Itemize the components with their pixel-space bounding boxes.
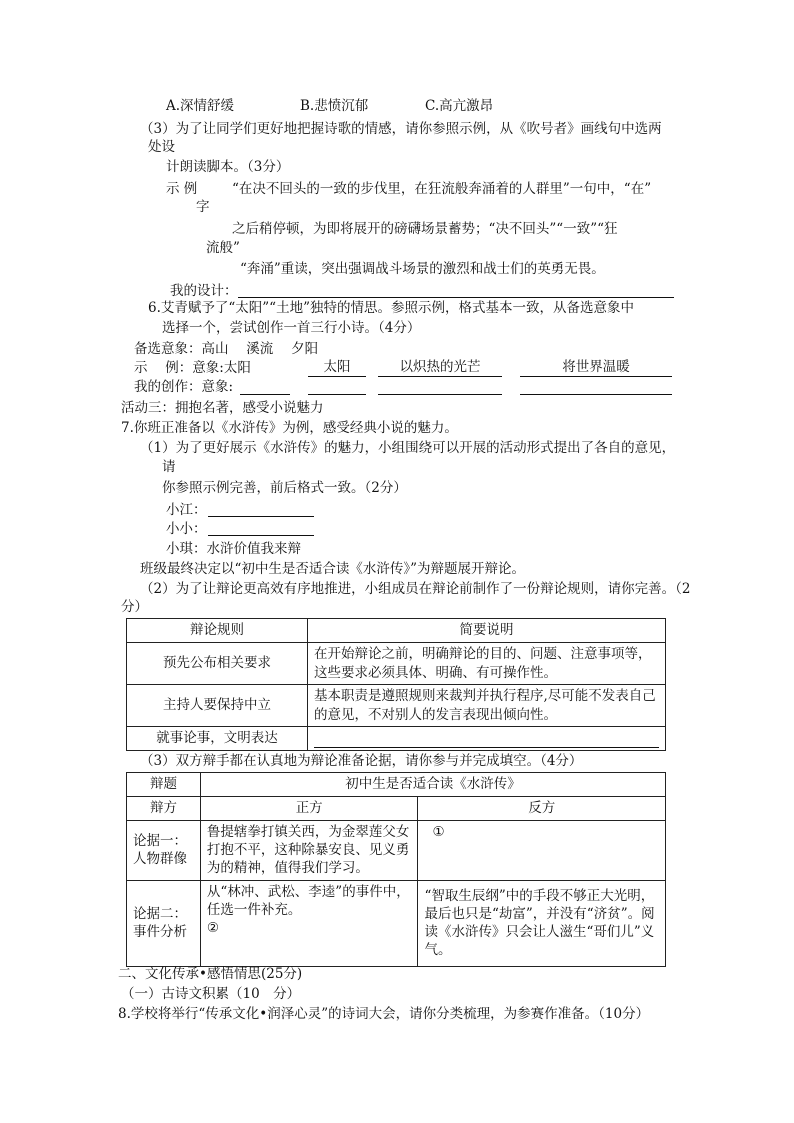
- example-line3: 之后稍停顿，为即将展开的磅礴场景蓄势；“决不回头”“一致”“狂: [232, 221, 618, 237]
- q7-sub2-line1: （2）为了让辩论更高效有序地推进，小组成员在辩论前制作了一份辩论规则，请你完善。（2: [140, 581, 691, 597]
- design-label: 我的设计：: [170, 283, 238, 299]
- q8-line: 8.学校将举行“传承文化•润泽心灵”的诗词大会，请你分类梳理，为参赛作准备。（10分）: [118, 1006, 650, 1022]
- debate-con-header: 反方: [418, 797, 666, 821]
- q7-line1: 7.你班正准备以《水浒传》为例，感受经典小说的魅力。: [121, 420, 458, 436]
- xiaoqi-line: 小琪：水浒价值我来辩: [166, 541, 301, 557]
- example-line2: 字: [196, 199, 210, 215]
- q6-mine-blank1[interactable]: [308, 393, 366, 395]
- q6-example-word1: 太阳: [308, 361, 366, 377]
- debate-arg2-pro: 从“林冲、武松、李逵”的事件中，任选一件补充。: [206, 883, 410, 918]
- xiaoxiao-blank[interactable]: [208, 534, 314, 536]
- example-line5: “奔涌”重读，突出强调战斗场景的激烈和战士们的英勇无畏。: [240, 261, 605, 277]
- design-answer-line[interactable]: [238, 296, 674, 298]
- q5-sub3-line1: （3）为了让同学们更好地把握诗歌的情感，请你参照示例，从《吹号者》画线句中选两: [140, 121, 662, 137]
- debate-topic-label: 辩题: [127, 773, 201, 797]
- q7-sub1-line3: 你参照示例完善，前后格式一致。（2分）: [162, 480, 407, 496]
- q6-mine-blank2[interactable]: [378, 393, 502, 395]
- example-label: 示 例: [166, 181, 198, 197]
- debate-side-label: 辩方: [127, 797, 201, 821]
- q7-sub2-line2: 分）: [121, 599, 148, 615]
- q7-sub3: （3）双方辩手都在认真地为辩论准备论据，请你参与并完成填空。（4分）: [140, 753, 583, 769]
- debate-arg1-pro: 鲁提辖拳打镇关西，为金翠莲父女打抱不平，这种除暴安良、见义勇为的精神，值得我们学习。: [200, 821, 418, 881]
- q6-example-word3: 将世界温暖: [520, 361, 672, 377]
- xiaoxiao-label: 小小：: [166, 521, 207, 537]
- rules-header-rule: 辩论规则: [127, 619, 308, 643]
- q6-line2: 选择一个，尝试创作一首三行小诗。（4分）: [162, 320, 421, 336]
- debate-arg2-label: 论据二：事件分析: [127, 880, 201, 966]
- xiaojiang-label: 小江：: [166, 502, 207, 518]
- rules-row3-rule: 就事论事，文明表达: [127, 727, 308, 751]
- q6-example-word2: 以炽热的光芒: [378, 361, 502, 377]
- q5-sub3-line3: 计朗读脚本。（3分）: [166, 159, 290, 175]
- xiaojiang-blank[interactable]: [208, 515, 314, 517]
- option-a: A.深情舒缓: [166, 98, 235, 114]
- debate-pro-header: 正方: [200, 797, 418, 821]
- rules-table: [126, 618, 666, 751]
- rules-header-desc: 简要说明: [308, 619, 666, 643]
- q5-sub3-line2: 处设: [148, 139, 175, 155]
- rules-row3-desc[interactable]: [308, 727, 666, 751]
- q6-mine-blank3[interactable]: [520, 393, 672, 395]
- debate-arg2-con: “智取生辰纲”中的手段不够正大光明，最后也只是“劫富”，并没有“济贫”。阅读《水浒传》只会让人滋生“哥们儿”义气。: [418, 880, 666, 966]
- rules-row1-desc: 在开始辩论之前，明确辩论的目的、问题、注意事项等，这些要求必须具体、明确、有可操作性。: [308, 643, 666, 685]
- q6-line1: 6.艾青赋予了“太阳”“土地”独特的情思。参照示例，格式基本一致，从备选意象中: [148, 300, 634, 316]
- option-b: B.悲愤沉郁: [300, 98, 369, 114]
- option-c: C.高亢激昂: [425, 98, 494, 114]
- debate-topic: 初中生是否适合读《水浒传》: [200, 773, 665, 797]
- debate-arg2-pro-cell: [200, 880, 418, 966]
- q6-mine-label: 我的创作：意象:: [134, 379, 234, 395]
- q6-example-label: 示 例：意象:太阳: [134, 360, 251, 376]
- debate-arg2-pro-blank[interactable]: ②: [206, 920, 220, 937]
- debate-arg1-con-blank[interactable]: ①: [418, 821, 666, 881]
- rules-row1-rule: 预先公布相关要求: [127, 643, 308, 685]
- rules-row2-rule: 主持人要保持中立: [127, 685, 308, 727]
- debate-arg1-label: 论据一：人物群像: [127, 821, 201, 881]
- example-line1: “在决不回头的一致的步伐里，在狂流般奔涌着的人群里”一句中，“在”: [232, 181, 652, 197]
- q7-decision: 班级最终决定以“初中生是否适合读《水浒传》”为辩题展开辩论。: [140, 561, 526, 577]
- section2-heading: 二、文化传承•感悟情思(25分): [118, 966, 303, 982]
- example-line4: 流般”: [206, 240, 240, 256]
- q6-mine-image-blank[interactable]: [240, 393, 290, 395]
- rules-row2-desc: 基本职责是遵照规则来裁判并执行程序,尽可能不发表自己的意见，不对别人的发言表现出倾向性。: [308, 685, 666, 727]
- section2-sub-heading: （一）古诗文积累（10 分）: [121, 986, 301, 1002]
- rules-row3-blank[interactable]: [314, 733, 659, 748]
- activity3-heading: 活动三：拥抱名著，感受小说魅力: [121, 400, 324, 416]
- q6-options: 备选意象：高山 溪流 夕阳: [134, 341, 319, 357]
- q7-sub1-line2: 请: [162, 459, 176, 475]
- q7-sub1-line1: （1）为了更好展示《水浒传》的魅力，小组围绕可以开展的活动形式提出了各自的意见，: [140, 440, 676, 456]
- debate-table: [126, 772, 666, 967]
